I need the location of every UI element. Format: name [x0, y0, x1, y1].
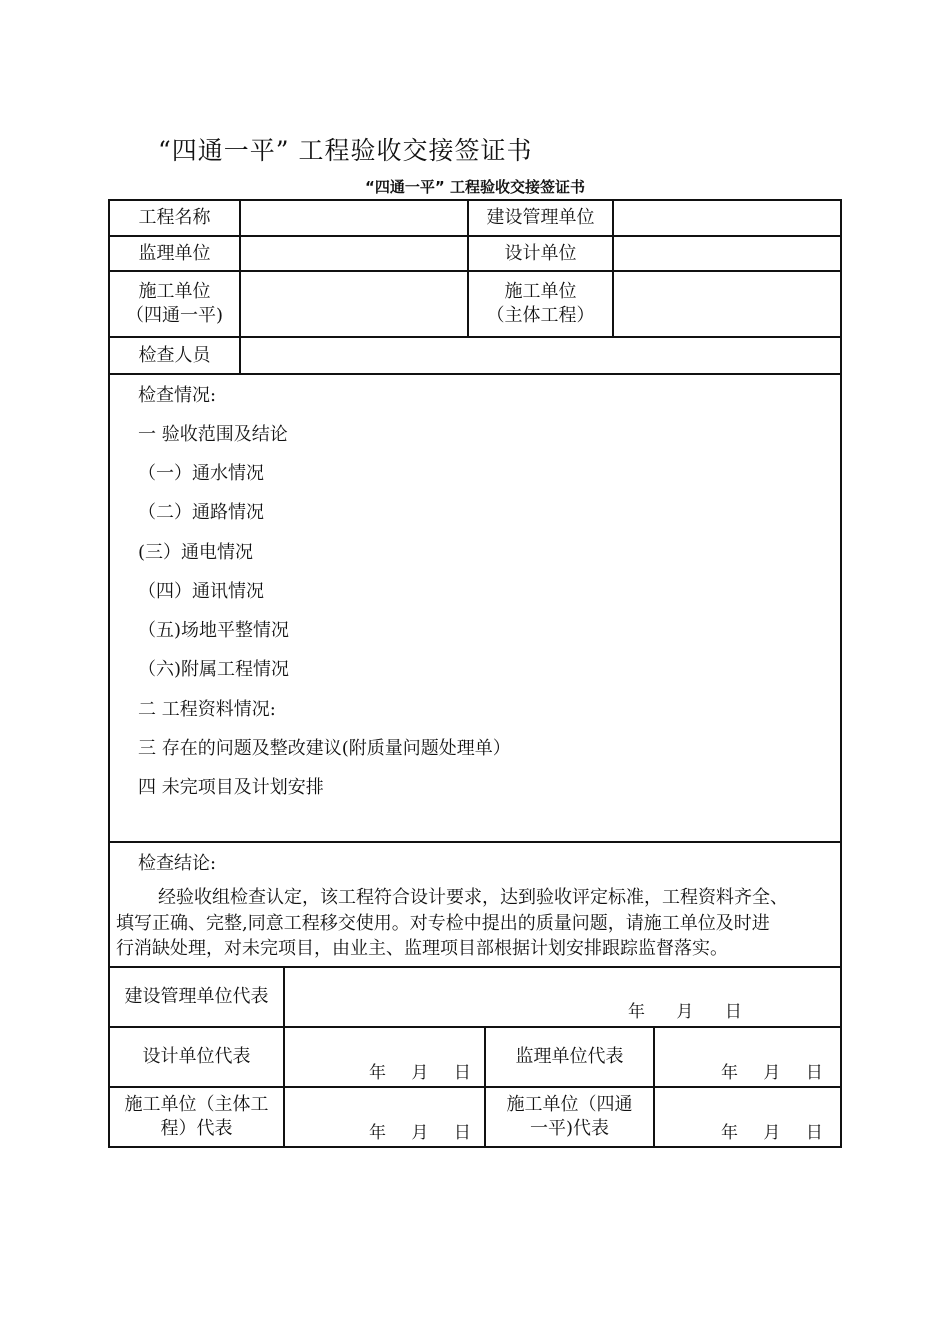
inspection-item: 一 验收范围及结论 — [138, 424, 288, 445]
inspection-item: 四 未完项目及计划安排 — [138, 777, 324, 798]
supervision-rep-signature-field[interactable] — [655, 1028, 840, 1086]
inspection-item: （五)场地平整情况 — [138, 620, 290, 641]
year-label: 年 — [721, 1123, 738, 1143]
day-label: 日 — [805, 1123, 823, 1143]
signature-date — [369, 1118, 471, 1143]
conclusion-line: 填写正确、完整,同意工程移交使用。对专检中提出的质量问题，请施工单位及时进 — [116, 913, 770, 934]
construction-mgmt-rep-label-text: 建设管理单位代表 — [124, 986, 269, 1007]
inspectors-label-text: 检查人员 — [138, 344, 211, 366]
design-unit-value[interactable] — [614, 237, 840, 270]
supervision-rep-label — [486, 1028, 653, 1086]
construction-mgmt-unit-label — [469, 201, 612, 235]
inspection-item: （六)附属工程情况 — [138, 659, 290, 680]
year-label: 年 — [369, 1123, 386, 1143]
contractor-main-rep-label-line2: 程）代表 — [160, 1118, 233, 1139]
month-label: 月 — [411, 1123, 429, 1143]
contractor-4t1p-value[interactable] — [241, 272, 467, 336]
day-label: 日 — [805, 1063, 823, 1083]
contractor-main-label — [469, 272, 612, 336]
inspection-item: （一）通水情况 — [138, 463, 264, 484]
supervision-unit-label-text: 监理单位 — [138, 242, 211, 264]
project-name-label — [110, 201, 239, 235]
construction-mgmt-unit-value[interactable] — [614, 201, 840, 235]
design-unit-label-text: 设计单位 — [504, 242, 577, 264]
supervision-unit-value[interactable] — [241, 237, 467, 270]
design-rep-signature-field[interactable] — [285, 1028, 484, 1086]
project-name-value[interactable] — [241, 201, 467, 235]
contractor-4t1p-rep-signature-field[interactable] — [655, 1088, 840, 1146]
day-label: 日 — [724, 1002, 742, 1022]
inspection-item: 三 存在的问题及整改建议(附质量问题处理单） — [138, 738, 511, 759]
project-name-label-text: 工程名称 — [138, 207, 211, 228]
inspectors-value[interactable] — [241, 338, 840, 373]
supervision-unit-label — [110, 237, 239, 270]
conclusion-line: 经验收组检查认定，该工程符合设计要求，达到验收评定标准，工程资料齐全、 — [158, 887, 788, 908]
month-label: 月 — [763, 1123, 781, 1143]
contractor-4t1p-label — [110, 272, 239, 336]
signature-date — [721, 1058, 823, 1083]
contractor-4t1p-label-line2: （四通一平) — [125, 305, 224, 326]
inspection-item: （二）通路情况 — [138, 502, 264, 523]
construction-mgmt-unit-label-text: 建设管理单位 — [486, 207, 595, 228]
design-unit-label — [469, 237, 612, 270]
row-divider — [108, 373, 842, 375]
document-title: “四通一平” 工程验收交接签证书 — [158, 136, 533, 165]
supervision-rep-label-text: 监理单位代表 — [515, 1046, 624, 1067]
table-caption: “四通一平” 工程验收交接签证书 — [365, 178, 585, 196]
row-divider — [108, 841, 842, 843]
construction-mgmt-rep-label — [110, 968, 283, 1026]
inspection-item: (三）通电情况 — [138, 542, 254, 563]
contractor-4t1p-rep-label — [486, 1088, 653, 1146]
conclusion-line: 行消缺处理，对未完项目，由业主、监理项目部根据计划安排跟踪监督落实。 — [116, 938, 728, 959]
contractor-main-rep-signature-field[interactable] — [285, 1088, 484, 1146]
construction-mgmt-rep-signature-field[interactable] — [285, 968, 840, 1026]
signature-date — [721, 1118, 823, 1143]
conclusion-heading: 检查结论: — [138, 853, 217, 874]
contractor-4t1p-rep-label-line2: 一平)代表 — [529, 1118, 610, 1139]
design-rep-label — [110, 1028, 283, 1086]
design-rep-label-text: 设计单位代表 — [142, 1046, 251, 1067]
table-border-right — [840, 199, 842, 1148]
contractor-main-rep-label-line1: 施工单位（主体工 — [124, 1094, 269, 1115]
signature-date — [369, 1058, 471, 1083]
contractor-4t1p-label-line1: 施工单位 — [138, 281, 211, 302]
day-label: 日 — [453, 1123, 471, 1143]
table-border-bottom — [108, 1146, 842, 1148]
contractor-main-value[interactable] — [614, 272, 840, 336]
year-label: 年 — [369, 1063, 386, 1083]
inspection-heading: 检查情况: — [138, 385, 217, 406]
inspectors-label — [110, 338, 239, 373]
year-label: 年 — [721, 1063, 738, 1083]
signature-date — [628, 997, 742, 1022]
month-label: 月 — [411, 1063, 429, 1083]
contractor-main-label-line1: 施工单位 — [504, 281, 577, 302]
contractor-4t1p-rep-label-line1: 施工单位（四通 — [506, 1094, 633, 1115]
inspection-item: 二 工程资料情况: — [138, 699, 276, 720]
inspection-item: （四）通讯情况 — [138, 581, 264, 602]
contractor-main-label-line2: （主体工程） — [486, 305, 595, 326]
contractor-main-rep-label — [110, 1088, 283, 1146]
month-label: 月 — [676, 1002, 694, 1022]
day-label: 日 — [453, 1063, 471, 1083]
month-label: 月 — [763, 1063, 781, 1083]
year-label: 年 — [628, 1002, 645, 1022]
